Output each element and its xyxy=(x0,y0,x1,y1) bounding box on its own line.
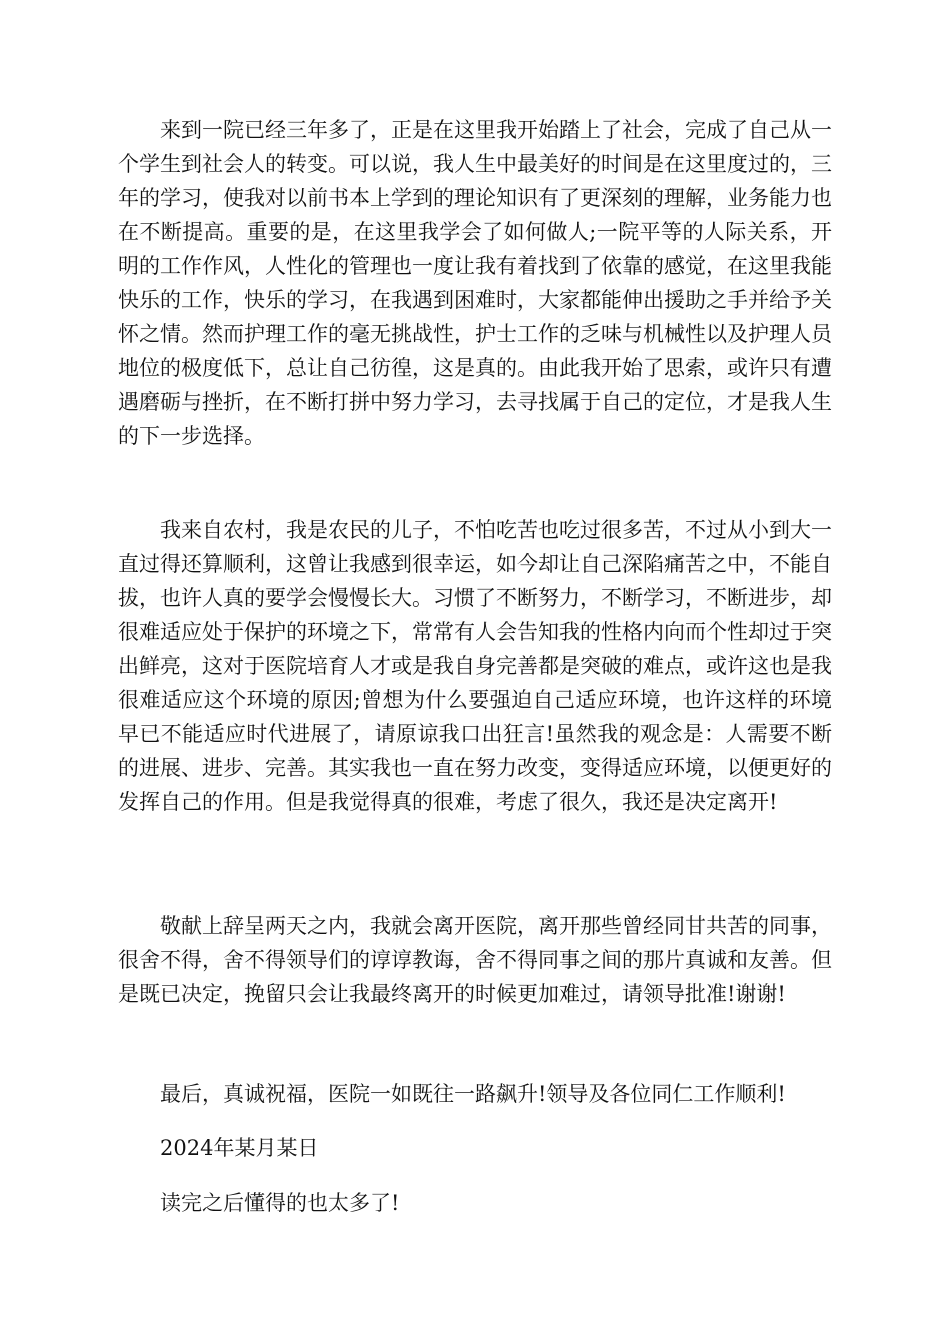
paragraph-4: 最后，真诚祝福，医院一如既往一路飙升!领导及各位同仁工作顺利! xyxy=(160,1082,786,1106)
closing-line: 读完之后懂得的也太多了! xyxy=(160,1191,400,1215)
paragraph-3: 敬献上辞呈两天之内，我就会离开医院，离开那些曾经同甘共苦的同事，很舍不得，舍不得领导们的谆谆教诲，舍不得同事之间的那片真诚和友善。但是既已决定，挽留只会让我最终离开的时候更加难过，请领导批准!谢谢! xyxy=(118,914,832,1006)
paragraph-2: 我来自农村，我是农民的儿子，不怕吃苦也吃过很多苦，不过从小到大一直过得还算顺利，这曾让我感到很幸运，如今却让自己深陷痛苦之中，不能自拔，也许人真的要学会慢慢长大。习惯了不断努力，不断学习，不断进步，却很难适应处于保护的环境之下，常常有人会告知我的性格内向而个性却过于突出鲜亮，这对于医院培育人才或是我自身完善都是突破的难点，或许这也是我很难适应这个环境的原因;曾想为什么要强迫自己适应环境，也许这样的环境早已不能适应时代进展了，请原谅我口出狂言!虽然我的观念是：人需要不断的进展、进步、完善。其实我也一直在努力改变，变得适应环境，以便更好的发挥自己的作用。但是我觉得真的很难，考虑了很久，我还是决定离开! xyxy=(118,518,832,814)
paragraph-1: 来到一院已经三年多了，正是在这里我开始踏上了社会，完成了自己从一个学生到社会人的转变。可以说，我人生中最美好的时间是在这里度过的，三年的学习，使我对以前书本上学到的理论知识有了更深刻的理解，业务能力也在不断提高。重要的是，在这里我学会了如何做人;一院平等的人际关系，开明的工作作风，人性化的管理也一度让我有着找到了依靠的感觉，在这里我能快乐的工作，快乐的学习，在我遇到困难时，大家都能伸出援助之手并给予关怀之情。然而护理工作的毫无挑战性，护士工作的乏味与机械性以及护理人员地位的极度低下，总让自己彷徨，这是真的。由此我开始了思索，或许只有遭遇磨砺与挫折，在不断打拼中努力学习，去寻找属于自己的定位，才是我人生的下一步选择。 xyxy=(118,118,832,448)
date-line: 2024年某月某日 xyxy=(160,1136,319,1160)
